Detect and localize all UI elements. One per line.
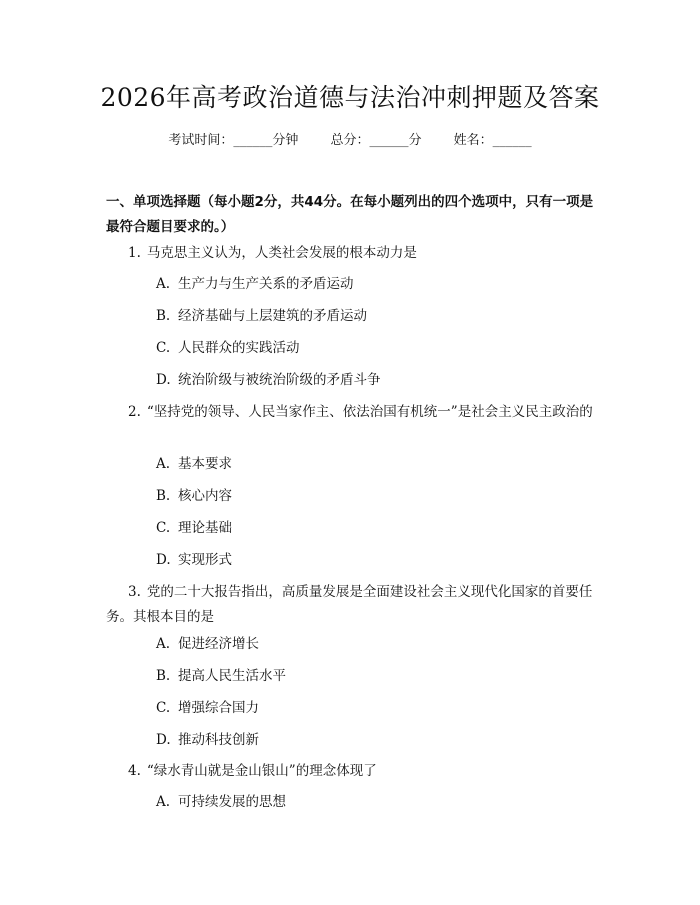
question-4-option-a bbox=[156, 792, 596, 812]
question-1-option-b bbox=[156, 306, 596, 326]
option-text: 经济基础与上层建筑的矛盾运动 bbox=[178, 308, 367, 324]
exam-info-line bbox=[0, 131, 700, 151]
document-title: 2026年高考政治道德与法治冲刺押题及答案 bbox=[100, 83, 600, 112]
option-text: 核心内容 bbox=[178, 488, 232, 504]
option-letter: C. bbox=[156, 340, 171, 356]
question-3-option-c bbox=[156, 698, 596, 718]
option-text: 生产力与生产关系的矛盾运动 bbox=[178, 276, 354, 292]
option-letter: A. bbox=[156, 794, 171, 810]
question-1-option-d bbox=[156, 370, 596, 390]
question-text: “坚持党的领导、人民当家作主、依法治国有机统一”是社会主义民主政治的 bbox=[146, 404, 593, 420]
option-text: 增强综合国力 bbox=[178, 700, 259, 716]
question-number: 2. bbox=[128, 404, 141, 420]
question-text: 党的二十大报告指出，高质量发展是全面建设社会主义现代化国家的首要任务。其根本目的是 bbox=[106, 584, 593, 625]
option-letter: A. bbox=[156, 276, 171, 292]
option-letter: D. bbox=[156, 552, 171, 568]
option-letter: A. bbox=[156, 456, 171, 472]
question-4 bbox=[106, 759, 604, 784]
option-letter: C. bbox=[156, 520, 171, 536]
option-letter: A. bbox=[156, 636, 171, 652]
question-number: 3. bbox=[128, 584, 141, 600]
option-text: 基本要求 bbox=[178, 456, 232, 472]
question-text: 马克思主义认为，人类社会发展的根本动力是 bbox=[146, 245, 417, 261]
section-heading: 一、单项选择题（每小题2分，共44分。在每小题列出的四个选项中，只有一项是最符合题目要求的。） bbox=[106, 194, 594, 235]
question-1 bbox=[106, 241, 604, 266]
question-2-option-c bbox=[156, 518, 596, 538]
question-3 bbox=[106, 580, 604, 630]
question-3-option-d bbox=[156, 730, 596, 750]
question-2-option-d bbox=[156, 550, 596, 570]
option-letter: D. bbox=[156, 732, 171, 748]
option-letter: B. bbox=[156, 308, 171, 324]
option-text: 实现形式 bbox=[178, 552, 232, 568]
question-number: 4. bbox=[128, 763, 141, 779]
option-letter: B. bbox=[156, 668, 171, 684]
exam-time-field: 考试时间：______分钟 bbox=[168, 133, 299, 148]
question-3-option-b bbox=[156, 666, 596, 686]
question-number: 1. bbox=[128, 245, 141, 261]
question-1-option-c bbox=[156, 338, 596, 358]
total-score-field: 总分：______分 bbox=[330, 133, 422, 148]
question-2 bbox=[106, 400, 604, 425]
option-text: 推动科技创新 bbox=[178, 732, 259, 748]
option-letter: D. bbox=[156, 372, 171, 388]
option-text: 理论基础 bbox=[178, 520, 232, 536]
student-name-field: 姓名：______ bbox=[453, 133, 532, 148]
question-3-option-a bbox=[156, 634, 596, 654]
option-letter: C. bbox=[156, 700, 171, 716]
question-2-option-b bbox=[156, 486, 596, 506]
option-letter: B. bbox=[156, 488, 171, 504]
question-2-option-a bbox=[156, 454, 596, 474]
option-text: 可持续发展的思想 bbox=[178, 794, 286, 810]
option-text: 促进经济增长 bbox=[178, 636, 259, 652]
option-text: 统治阶级与被统治阶级的矛盾斗争 bbox=[178, 372, 381, 388]
question-text: “绿水青山就是金山银山”的理念体现了 bbox=[146, 763, 377, 779]
option-text: 人民群众的实践活动 bbox=[178, 340, 300, 356]
option-text: 提高人民生活水平 bbox=[178, 668, 286, 684]
question-1-option-a bbox=[156, 274, 596, 294]
